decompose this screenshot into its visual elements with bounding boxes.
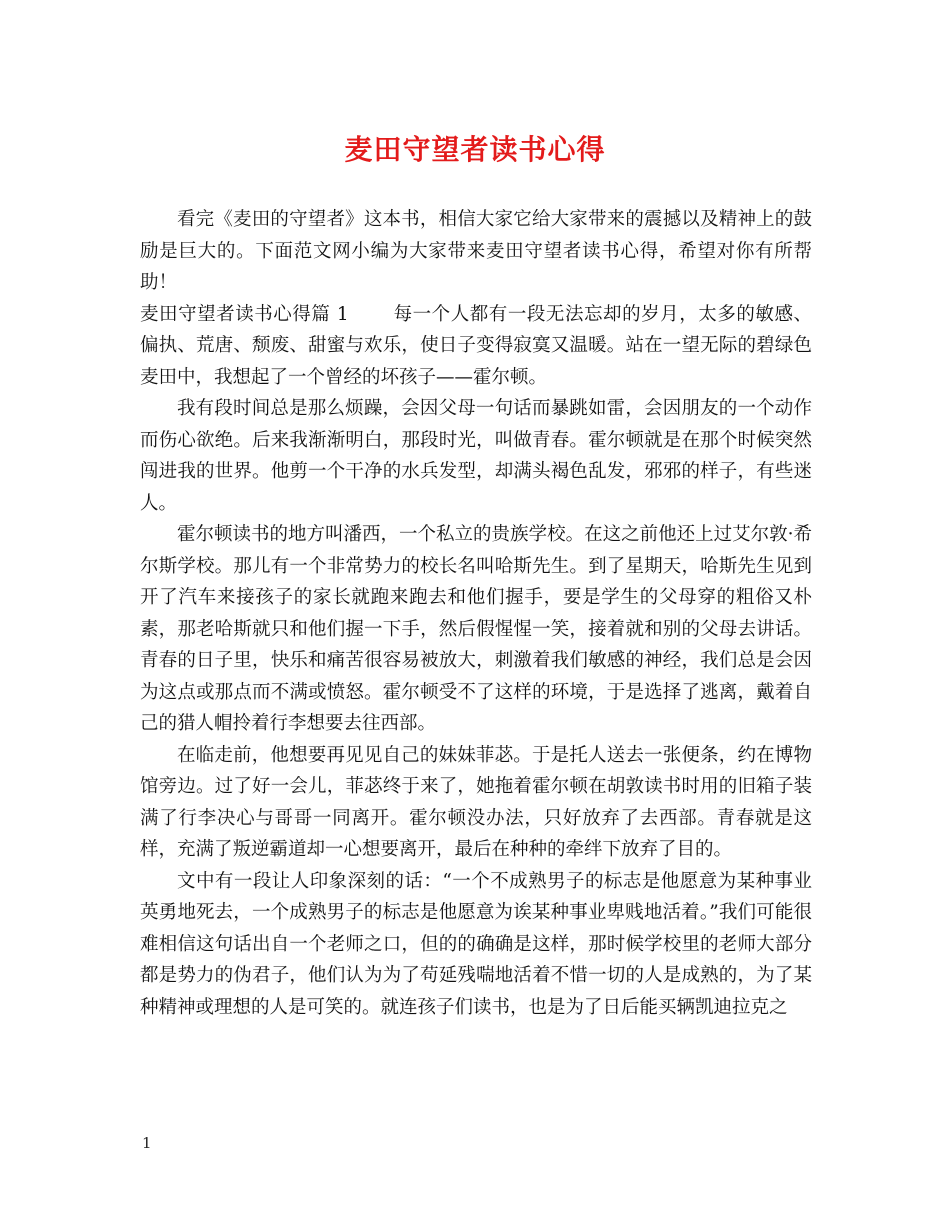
document-body — [140, 204, 812, 1023]
page-title: 麦田守望者读书心得 — [344, 133, 606, 166]
section-heading: 麦田守望者读书心得篇 1 — [140, 303, 349, 325]
section-1-paragraph — [140, 299, 812, 394]
page-number: 1 — [142, 1134, 152, 1152]
body-paragraph: 在临走前，他想要再见见自己的妹妹菲苾。于是托人送去一张便条，约在博物馆旁边。过了好一会儿，菲苾终于来了，她拖着霍尔顿在胡敦读书时用的旧箱子装满了行李决心与哥哥一同离开。霍尔顿没办法，只好放弃了去西部。青春就是这样，充满了叛逆霸道却一心想要离开，最后在种种的牵绊下放弃了目的。 — [140, 744, 812, 860]
body-paragraph: 文中有一段让人印象深刻的话：“一个不成熟男子的标志是他愿意为某种事业英勇地死去，一个成熟男子的标志是他愿意为诶某种事业卑贱地活着。”我们可能很难相信这句话出自一个老师之口，但的的确确是这样，那时候学校里的老师大部分都是势力的伪君子，他们认为为了苟延残喘地活着不惜一切的人是成熟的，为了某种精神或理想的人是可笑的。就连孩子们读书，也是为了日后能买辆凯迪拉克之 — [140, 870, 812, 1018]
intro-paragraph: 看完《麦田的守望者》这本书，相信大家它给大家带来的震撼以及精神上的鼓励是巨大的。下面范文网小编为大家带来麦田守望者读书心得，希望对你有所帮助！ — [140, 209, 812, 293]
body-paragraph: 霍尔顿读书的地方叫潘西，一个私立的贵族学校。在这之前他还上过艾尔敦·希尔斯学校。那儿有一个非常势力的校长名叫哈斯先生。到了星期天，哈斯先生见到开了汽车来接孩子的家长就跑来跑去和他们握手，要是学生的父母穿的粗俗又朴素，那老哈斯就只和他们握一下手，然后假惺惺一笑，接着就和别的父母去讲话。青春的日子里，快乐和痛苦很容易被放大，刺激着我们敏感的神经，我们总是会因为这点或那点而不满或愤怒。霍尔顿受不了这样的环境，于是选择了逃离，戴着自己的猎人帽拎着行李想要去往西部。 — [140, 524, 812, 734]
section-first-text: 每一个人都有一段无法忘却的岁月，太多的敏感、偏执、荒唐、颓废、甜蜜与欢乐，使日子变得寂寞又温暖。站在一望无际的碧绿色麦田中，我想起了一个曾经的坏孩子——霍尔顿。 — [140, 303, 812, 388]
body-paragraph: 我有段时间总是那么烦躁，会因父母一句话而暴跳如雷，会因朋友的一个动作而伤心欲绝。后来我渐渐明白，那段时光，叫做青春。霍尔顿就是在那个时候突然闯进我的世界。他剪一个干净的水兵发型，却满头褐色乱发，邪邪的样子，有些迷人。 — [140, 398, 812, 514]
